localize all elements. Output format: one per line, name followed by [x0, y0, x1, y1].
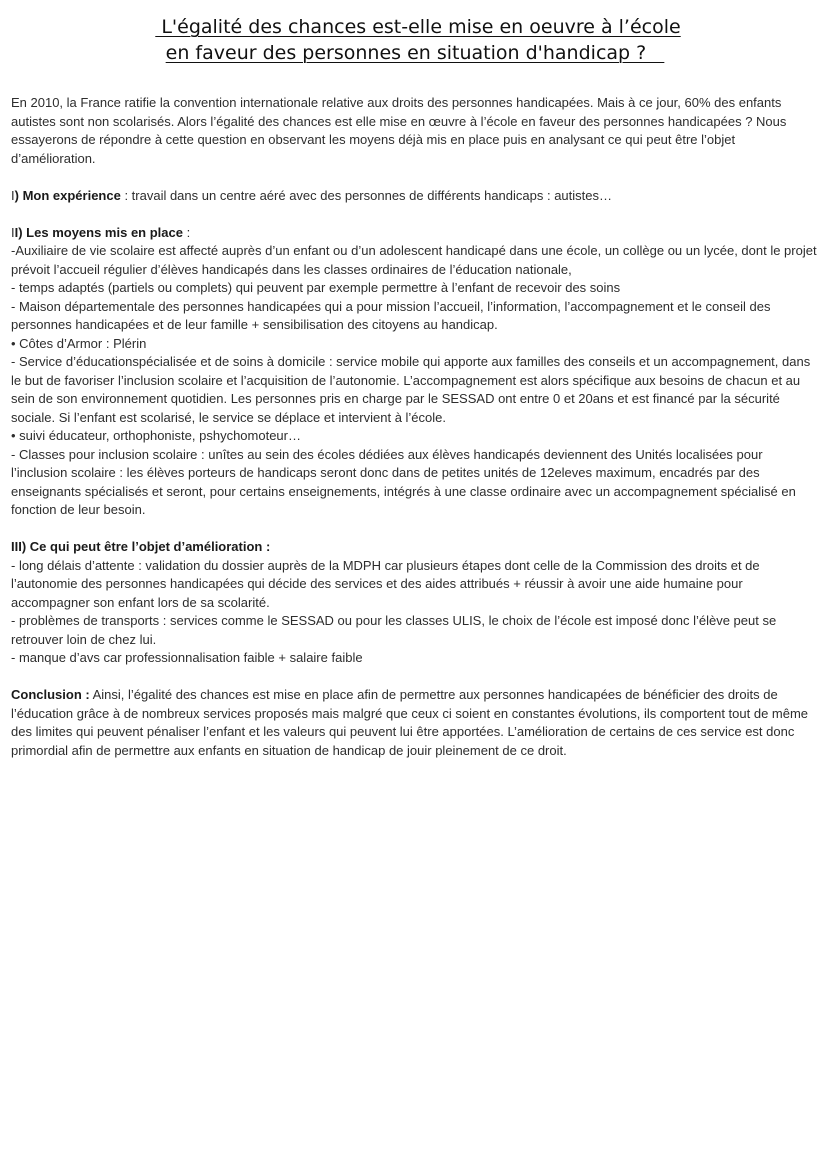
- list-item: - Service d’éducationspécialisée et de soins à domicile : service mobile qui apporte aux familles des conseils et un accompagnement, dans le but de favoriser l’inclusion scolaire et l’acquisition de l’autonomie. L’accompagnement est alors spécifique aux besoins de chacun et au sein de son environnement quotidien. Les personnes pris en charge par le SESSAD ont entre 0 et 20ans et est financé par la sécurité sociale. Si l’enfant est scolarisé, le service se déplace et intervient à l’école.: [11, 354, 811, 425]
- section-2-prefix: I: [11, 224, 15, 240]
- list-item: • suivi éducateur, orthophoniste, pshychomoteur…: [11, 428, 301, 443]
- list-item: - long délais d’attente : validation du dossier auprès de la MDPH car plusieurs étapes dont celle de la Commission des droits et de l’autonomie des personnes handicapées qui décide des services et des aides attribués + réussir à avoir une aide humaine pour accompagner son enfant lors de sa scolarité.: [11, 557, 760, 610]
- list-item: -Auxiliaire de vie scolaire est affecté auprès d’un enfant ou d’un adolescent handicapé dans une école, un collège ou un lycée, dont le projet prévoit l’accueil régulier d’élèves handicapés dans les classes ordinaires de l’éducation nationale,: [11, 243, 817, 277]
- spacer: [11, 168, 821, 187]
- section-2-heading-suffix: :: [182, 224, 191, 240]
- title-line-2: en faveur des personnes en situation d'handicap ?: [165, 42, 665, 64]
- section-3-heading: III) Ce qui peut être l’objet d’amélioration :: [11, 539, 271, 554]
- title-line-1: L'égalité des chances est-elle mise en oeuvre à l’école: [155, 16, 681, 38]
- section-1-text: : travail dans un centre aéré avec des personnes de différents handicaps : autistes…: [120, 187, 612, 203]
- spacer: [11, 205, 821, 224]
- list-item: - temps adaptés (partiels ou complets) qui peuvent par exemple permettre à l’enfant de recevoir des soins: [11, 280, 621, 295]
- conclusion-paragraph: [11, 686, 821, 760]
- section-1: [11, 187, 821, 206]
- section-2-heading: I) Les moyens mis en place: [14, 224, 183, 240]
- list-item: - problèmes de transports : services comme le SESSAD ou pour les classes ULIS, le choix de l’école est imposé donc l’élève peut se retrouver loin de chez lui.: [11, 613, 777, 647]
- list-item: - manque d’avs car professionnalisation faible + salaire faible: [11, 650, 363, 665]
- document-body: [11, 94, 821, 760]
- conclusion-text: Ainsi, l’égalité des chances est mise en place afin de permettre aux personnes handicapées de bénéficier des droits de l’éducation grâce à de nombreux services proposés mais malgré que ceux ci soient en constantes évolutions, ils comportent tout de même des limites qui peuvent pénaliser l’enfant et les valeurs qui peuvent lui être apportées. L’amélioration de certains de ces service est donc primordial afin de permettre aux enfants en situation de handicap de jouir pleinement de ce droit.: [11, 687, 809, 758]
- document-title: [0, 14, 828, 66]
- list-item: • Côtes d’Armor : Plérin: [11, 335, 147, 351]
- conclusion-label: Conclusion :: [11, 687, 90, 702]
- section-3-heading-line: [11, 538, 821, 557]
- intro-paragraph: En 2010, la France ratifie la convention internationale relative aux droits des personnes handicapées. Mais à ce jour, 60% des enfants autistes sont non scolarisés. Alors l’égalité des chances est elle mise en œuvre à l’école en faveur des personnes handicapées ? Nous essayerons de répondre à cette question en observant les moyens déjà mis en place puis en analysant ce qui peut être l’objet d’amélioration.: [11, 95, 787, 166]
- spacer: [11, 520, 821, 539]
- section-1-heading: ) Mon expérience: [14, 187, 121, 203]
- list-item: - Maison départementale des personnes handicapées qui a pour mission l’accueil, l’information, l’accompagnement et le conseil des personnes handicapées et de leur famille + sensibilisation des citoyens au handicap.: [11, 298, 771, 332]
- section-1-prefix: I: [11, 187, 15, 203]
- spacer: [11, 668, 821, 687]
- list-item: - Classes pour inclusion scolaire : unîtes au sein des écoles dédiées aux élèves handicapés deviennent des Unités localisées pour l’inclusion scolaire : les élèves porteurs de handicaps seront donc dans de petites unités de 12eleves maximum, encadrés par des enseignants spécialisés et seront, pour certains enseignements, intégrés à une classe ordinaire avec un accompagnement spécialisé en fonction de leur besoin.: [11, 446, 796, 517]
- section-2-heading-line: [11, 224, 821, 243]
